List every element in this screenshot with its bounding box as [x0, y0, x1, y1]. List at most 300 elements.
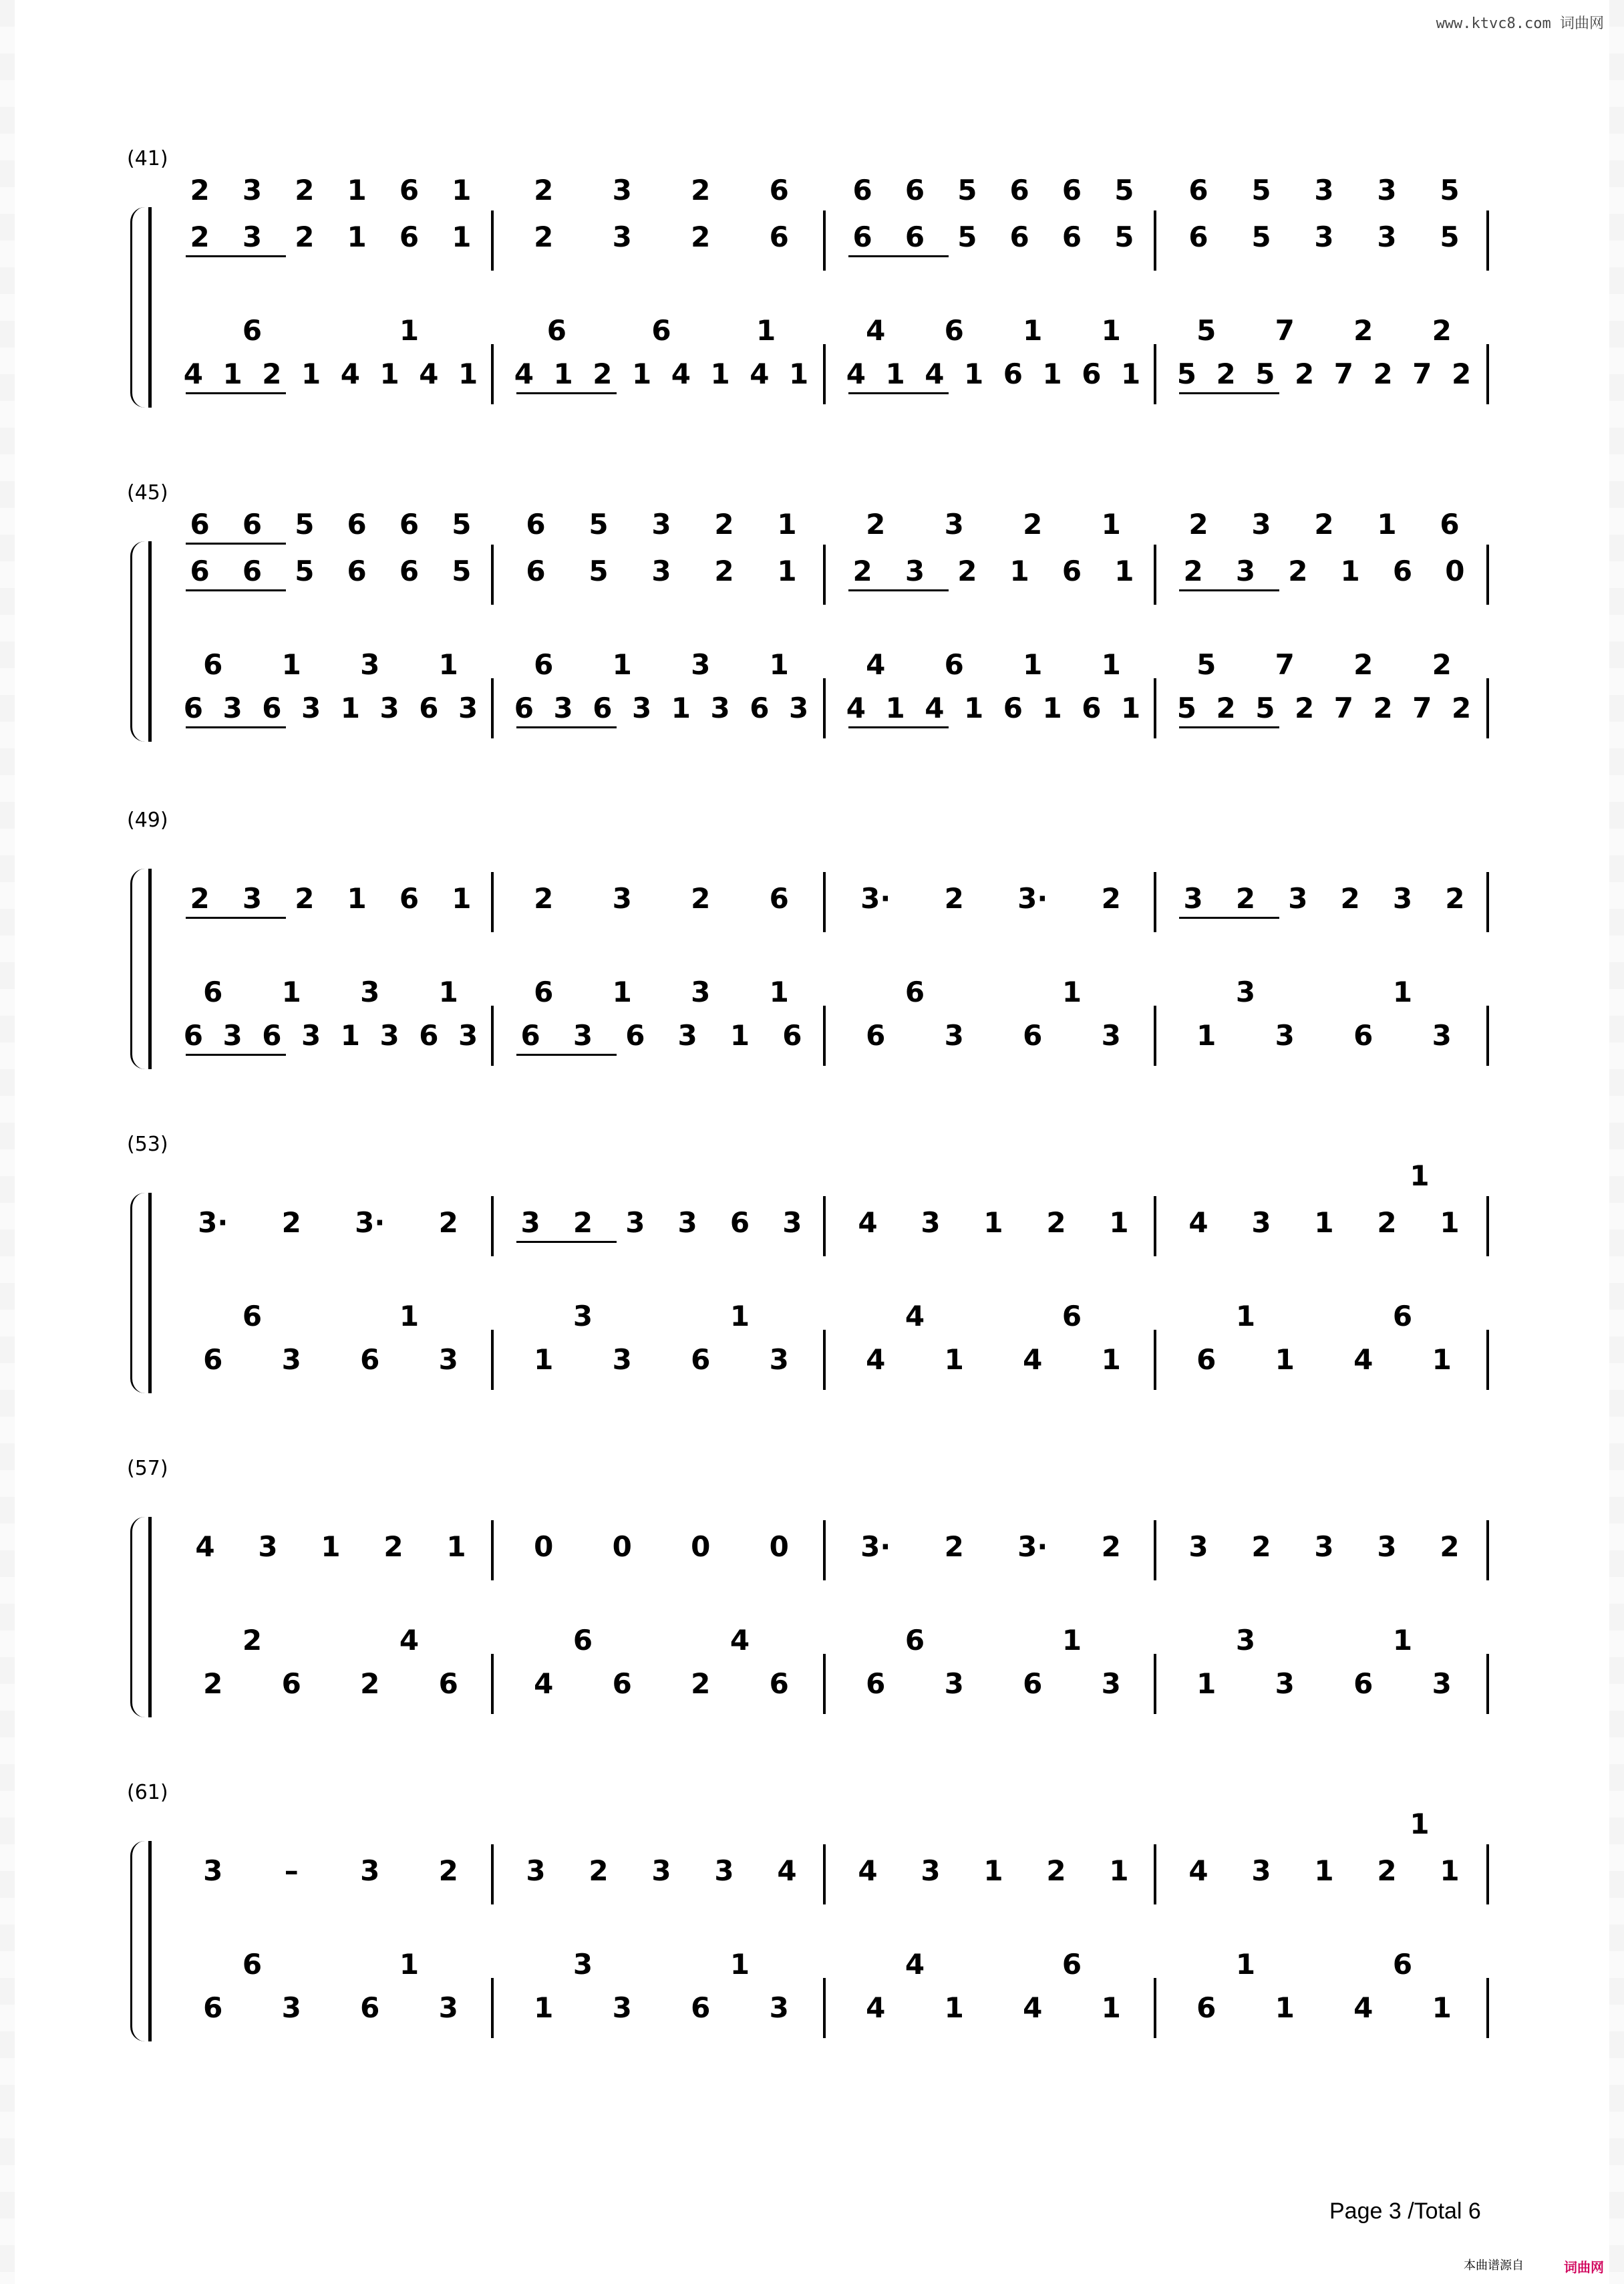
treble-note: 3: [612, 882, 632, 915]
bass-note: 1: [222, 358, 242, 390]
barline: [1154, 1844, 1156, 1904]
barline: [1486, 1006, 1489, 1066]
bass-note: 6: [1353, 1667, 1373, 1700]
bass-note: 6: [419, 1019, 439, 1052]
bass-note: 1: [553, 358, 573, 390]
barline: [491, 545, 494, 605]
bass-upper-note: 3: [691, 648, 711, 681]
bass-beam: [1179, 392, 1279, 394]
treble-note: 3: [905, 555, 925, 587]
barline: [823, 678, 826, 738]
treble-note: 6: [729, 1206, 750, 1239]
bass-upper-note: 6: [203, 648, 223, 681]
bass-note: 3: [379, 1019, 399, 1052]
measure-number: (53): [127, 1133, 168, 1156]
bass-upper-note: 2: [242, 1624, 263, 1657]
bass-upper-note: 6: [1062, 1948, 1082, 1981]
bass-note: 2: [1216, 692, 1236, 724]
treble-note: 6: [399, 221, 420, 253]
bass-note: 4: [671, 358, 691, 390]
bass-note: 6: [1023, 1667, 1043, 1700]
measure-number: (61): [127, 1781, 168, 1804]
bass-upper-note: 6: [242, 1300, 263, 1332]
treble-note: 2: [1377, 1854, 1397, 1887]
bass-upper-note: 1: [612, 976, 632, 1008]
bass-upper-note: 1: [438, 976, 458, 1008]
system-start-line: [148, 869, 152, 1069]
treble-note: 1: [1109, 1206, 1129, 1239]
treble-note: 2: [691, 221, 711, 253]
bass-beam: [516, 1054, 617, 1056]
bass-note: 3: [379, 692, 399, 724]
treble-note: 2: [534, 221, 554, 253]
bass-upper-note: 6: [651, 314, 671, 347]
treble-note: 2: [190, 882, 210, 915]
barline: [1154, 1006, 1156, 1066]
system-start-line: [148, 1841, 152, 2041]
treble-note: 2: [295, 882, 315, 915]
bass-note: 4: [514, 358, 534, 390]
bass-upper-note: 2: [1353, 648, 1373, 681]
barline: [1486, 1654, 1489, 1714]
treble-note: 3: [203, 1854, 223, 1887]
bass-note: 4: [1353, 1343, 1373, 1376]
bass-upper-note: 5: [1196, 314, 1216, 347]
treble-note: 2: [1183, 555, 1203, 587]
treble-note: 3·: [860, 882, 891, 915]
bass-upper-note: 6: [905, 1624, 925, 1657]
treble-note: 0: [534, 1530, 554, 1563]
treble-note: 3: [625, 1206, 645, 1239]
treble-note: 6: [769, 221, 789, 253]
barline: [823, 1330, 826, 1390]
bass-note: 4: [1023, 1343, 1043, 1376]
system-brace: [130, 1841, 147, 2041]
system-start-line: [148, 207, 152, 408]
bass-note: 6: [1003, 358, 1023, 390]
treble-upper-note: 1: [347, 174, 367, 206]
barline: [1154, 872, 1156, 932]
treble-note: 1: [1109, 1854, 1129, 1887]
bass-note: 7: [1333, 358, 1353, 390]
bass-note: 4: [925, 692, 945, 724]
bass-note: 6: [183, 1019, 203, 1052]
system-start-line: [148, 541, 152, 742]
treble-note: 4: [858, 1854, 878, 1887]
bass-note: 1: [944, 1343, 964, 1376]
treble-beam: [848, 255, 949, 257]
treble-note: 4: [1188, 1206, 1208, 1239]
bass-note: 6: [360, 1343, 380, 1376]
barline: [1154, 1330, 1156, 1390]
bass-note: 6: [360, 1991, 380, 2024]
treble-upper-note: 6: [347, 508, 367, 541]
bass-note: 1: [1432, 1991, 1452, 2024]
treble-note: 2: [1101, 882, 1121, 915]
bass-upper-note: 1: [612, 648, 632, 681]
system-brace: [130, 207, 147, 408]
bass-upper-note: 1: [1062, 1624, 1082, 1657]
bass-upper-note: 6: [944, 648, 964, 681]
treble-note: 6: [399, 882, 420, 915]
treble-upper-note: 2: [190, 174, 210, 206]
treble-upper-note: 1: [1377, 508, 1397, 541]
treble-note: 2: [1340, 882, 1360, 915]
treble-upper-note: 1: [777, 508, 797, 541]
bass-note: 1: [964, 358, 984, 390]
barline: [823, 210, 826, 271]
treble-note: 3·: [860, 1530, 891, 1563]
treble-upper-note: 6: [1188, 174, 1208, 206]
bass-note: 2: [1295, 358, 1315, 390]
treble-note: 3: [1314, 221, 1334, 253]
system-3: [0, 809, 1624, 1096]
bass-note: 3: [612, 1343, 632, 1376]
measure-number: (41): [127, 147, 168, 170]
barline: [491, 1654, 494, 1714]
bass-note: 3: [438, 1991, 458, 2024]
bass-note: 6: [866, 1667, 886, 1700]
treble-note: 4: [195, 1530, 215, 1563]
bass-note: 6: [514, 692, 534, 724]
treble-upper-note: 6: [526, 508, 546, 541]
treble-upper-note: 6: [769, 174, 789, 206]
bass-note: 6: [750, 692, 770, 724]
treble-beam: [516, 1241, 617, 1243]
treble-note: 1: [452, 221, 472, 253]
bass-note: 6: [1082, 692, 1102, 724]
bass-note: 6: [625, 1019, 645, 1052]
barline: [823, 872, 826, 932]
bass-note: 1: [340, 1019, 360, 1052]
bass-upper-note: 1: [438, 648, 458, 681]
system-6: [0, 1781, 1624, 2068]
treble-upper-note: 5: [295, 508, 315, 541]
bass-note: 4: [419, 358, 439, 390]
barline: [1486, 344, 1489, 404]
treble-note: 6: [526, 555, 546, 587]
treble-note: 5: [1251, 221, 1271, 253]
bass-note: 1: [944, 1991, 964, 2024]
treble-note: 1: [777, 555, 797, 587]
treble-upper-note: 2: [691, 174, 711, 206]
treble-note: 6: [242, 555, 263, 587]
bass-note: 4: [866, 1343, 886, 1376]
treble-note: 6: [1188, 221, 1208, 253]
treble-upper-note: 6: [190, 508, 210, 541]
treble-note: 4: [858, 1206, 878, 1239]
barline: [823, 1196, 826, 1256]
bass-note: 6: [782, 1019, 802, 1052]
treble-upper-note: 6: [905, 174, 925, 206]
bass-note: 6: [262, 692, 282, 724]
treble-note: 1: [1314, 1206, 1334, 1239]
treble-note: 3: [1392, 882, 1413, 915]
treble-note: 1: [1114, 555, 1134, 587]
bass-note: 1: [534, 1991, 554, 2024]
treble-upper-note: 3: [612, 174, 632, 206]
bass-upper-note: 3: [573, 1948, 593, 1981]
treble-note: 0: [612, 1530, 632, 1563]
barline: [1486, 1196, 1489, 1256]
treble-note: 2: [714, 555, 734, 587]
barline: [491, 210, 494, 271]
bass-upper-note: 5: [1196, 648, 1216, 681]
barline: [1486, 1330, 1489, 1390]
bass-note: 3: [789, 692, 809, 724]
treble-note: 2: [589, 1854, 609, 1887]
bass-note: 6: [419, 692, 439, 724]
treble-note: 1: [446, 1530, 466, 1563]
treble-note: 1: [1440, 1854, 1460, 1887]
treble-note: 6: [769, 882, 789, 915]
treble-note: 3: [677, 1206, 697, 1239]
treble-note: 3: [612, 221, 632, 253]
treble-note: 3: [526, 1854, 546, 1887]
bass-note: 1: [729, 1019, 750, 1052]
treble-note: 6: [1392, 555, 1413, 587]
site-logo: 词曲网: [1564, 2259, 1604, 2275]
treble-upper-note: 2: [1314, 508, 1334, 541]
bass-note: 1: [1275, 1343, 1295, 1376]
bass-note: 6: [281, 1667, 301, 1700]
barline: [823, 1844, 826, 1904]
treble-note: 2: [1288, 555, 1308, 587]
bass-note: 6: [203, 1991, 223, 2024]
treble-note: 3: [782, 1206, 802, 1239]
bass-note: 2: [1452, 692, 1472, 724]
system-start-line: [148, 1193, 152, 1393]
treble-upper-note: 3: [1251, 508, 1271, 541]
bass-note: 3: [553, 692, 573, 724]
system-brace: [130, 541, 147, 742]
barline: [823, 1006, 826, 1066]
barline: [1486, 545, 1489, 605]
treble-note: 3: [520, 1206, 540, 1239]
treble-upper-note: 6: [1009, 174, 1029, 206]
bass-note: 3: [944, 1667, 964, 1700]
treble-note: 3: [651, 555, 671, 587]
treble-upper-beam: [186, 543, 286, 545]
treble-note: 3: [1251, 1854, 1271, 1887]
bass-note: 3: [1432, 1019, 1452, 1052]
treble-note: 3: [921, 1854, 941, 1887]
bass-upper-note: 2: [1432, 314, 1452, 347]
system-1: [0, 147, 1624, 434]
system-brace: [130, 1517, 147, 1717]
bass-note: 1: [301, 358, 321, 390]
treble-note: –: [284, 1854, 299, 1887]
barline: [491, 1844, 494, 1904]
barline: [1486, 1520, 1489, 1580]
treble-note: 3·: [1017, 1530, 1048, 1563]
treble-note: 3: [1377, 1530, 1397, 1563]
bass-upper-note: 1: [756, 314, 776, 347]
treble-upper-note: 1: [452, 174, 472, 206]
bass-note: 1: [789, 358, 809, 390]
bass-note: 1: [534, 1343, 554, 1376]
treble-note: 5: [452, 555, 472, 587]
bass-note: 3: [573, 1019, 593, 1052]
treble-upper-note: 3: [944, 508, 964, 541]
bass-upper-note: 6: [944, 314, 964, 347]
bass-note: 2: [1373, 358, 1393, 390]
treble-note: 2: [534, 882, 554, 915]
treble-note: 4: [1188, 1854, 1208, 1887]
bass-note: 4: [846, 358, 866, 390]
treble-upper-note: 6: [242, 508, 263, 541]
bass-note: 3: [769, 1991, 789, 2024]
bass-note: 6: [769, 1667, 789, 1700]
measure-number: (57): [127, 1457, 168, 1480]
treble-note: 2: [295, 221, 315, 253]
bass-note: 4: [340, 358, 360, 390]
barline: [1154, 545, 1156, 605]
bass-note: 5: [1176, 692, 1196, 724]
bass-note: 2: [262, 358, 282, 390]
treble-beam: [186, 589, 286, 591]
treble-upper-note: 6: [852, 174, 872, 206]
bass-note: 1: [379, 358, 399, 390]
barline: [491, 678, 494, 738]
treble-note: 6: [347, 555, 367, 587]
treble-note: 2: [438, 1206, 458, 1239]
bass-upper-note: 7: [1275, 314, 1295, 347]
bass-upper-note: 4: [866, 314, 886, 347]
treble-note: 2: [944, 882, 964, 915]
treble-note: 2: [1046, 1854, 1066, 1887]
bass-note: 3: [458, 1019, 478, 1052]
treble-note: 2: [383, 1530, 403, 1563]
treble-upper-note: 2: [1023, 508, 1043, 541]
treble-note: 1: [1314, 1854, 1334, 1887]
bass-note: 3: [769, 1343, 789, 1376]
bass-upper-note: 4: [729, 1624, 750, 1657]
bass-note: 2: [360, 1667, 380, 1700]
barline: [1154, 1978, 1156, 2038]
bass-note: 2: [1373, 692, 1393, 724]
treble-upper-note: 6: [1062, 174, 1082, 206]
treble-note: 5: [957, 221, 977, 253]
treble-note: 3: [360, 1854, 380, 1887]
bass-note: 4: [183, 358, 203, 390]
barline: [823, 1978, 826, 2038]
barline: [491, 1330, 494, 1390]
barline: [491, 1520, 494, 1580]
bass-note: 4: [534, 1667, 554, 1700]
treble-note: 3·: [1017, 882, 1048, 915]
bass-upper-note: 3: [1235, 976, 1256, 1008]
bass-note: 1: [632, 358, 652, 390]
bass-note: 1: [1101, 1343, 1121, 1376]
bass-note: 3: [612, 1991, 632, 2024]
bass-note: 1: [1196, 1667, 1216, 1700]
treble-note: 3: [1183, 882, 1203, 915]
bass-note: 6: [1023, 1019, 1043, 1052]
bass-note: 6: [593, 692, 613, 724]
treble-note: 2: [190, 221, 210, 253]
treble-note: 3: [242, 882, 263, 915]
bass-note: 3: [1275, 1667, 1295, 1700]
bass-note: 1: [340, 692, 360, 724]
treble-upper-note: 5: [1251, 174, 1271, 206]
treble-note: 3·: [198, 1206, 228, 1239]
bass-upper-note: 1: [729, 1300, 750, 1332]
treble-upper-note: 1: [1101, 508, 1121, 541]
bass-upper-note: 3: [360, 648, 380, 681]
treble-upper-note: 2: [295, 174, 315, 206]
measure-number: (45): [127, 481, 168, 505]
bass-beam: [186, 1054, 286, 1056]
treble-beam: [1179, 917, 1279, 919]
treble-upper-note: 3: [651, 508, 671, 541]
treble-upper-note: 5: [452, 508, 472, 541]
bass-upper-note: 1: [729, 1948, 750, 1981]
bass-upper-note: 3: [573, 1300, 593, 1332]
treble-note: 3: [651, 1854, 671, 1887]
barline: [1486, 678, 1489, 738]
bass-note: 3: [632, 692, 652, 724]
bass-beam: [186, 392, 286, 394]
treble-upper-note: 6: [399, 174, 420, 206]
barline: [1154, 210, 1156, 271]
bass-note: 5: [1176, 358, 1196, 390]
bass-upper-note: 1: [281, 648, 301, 681]
treble-note: 3: [921, 1206, 941, 1239]
bass-note: 6: [691, 1991, 711, 2024]
bass-note: 7: [1412, 692, 1432, 724]
treble-note: 6: [1009, 221, 1029, 253]
bass-upper-note: 6: [242, 1948, 263, 1981]
bass-note: 1: [885, 358, 905, 390]
barline: [1154, 1196, 1156, 1256]
bass-note: 6: [1196, 1991, 1216, 2024]
bass-note: 1: [458, 358, 478, 390]
site-watermark: www.ktvc8.com 词曲网: [1436, 15, 1604, 32]
barline: [1154, 678, 1156, 738]
measure-number: (49): [127, 809, 168, 832]
system-brace: [130, 1193, 147, 1393]
bass-note: 3: [222, 1019, 242, 1052]
bass-note: 1: [1121, 358, 1141, 390]
system-brace: [130, 869, 147, 1069]
bass-note: 3: [281, 1991, 301, 2024]
bass-note: 6: [866, 1019, 886, 1052]
bass-upper-note: 1: [399, 1948, 420, 1981]
treble-note: 1: [1340, 555, 1360, 587]
bass-note: 1: [1196, 1019, 1216, 1052]
treble-note: 3·: [355, 1206, 385, 1239]
treble-note: 2: [438, 1854, 458, 1887]
bass-note: 1: [710, 358, 730, 390]
treble-note: 5: [589, 555, 609, 587]
bass-beam: [186, 726, 286, 728]
bass-upper-note: 1: [1392, 976, 1413, 1008]
treble-upper-note: 6: [399, 508, 420, 541]
treble-note: 2: [852, 555, 872, 587]
treble-beam: [186, 255, 286, 257]
treble-note: 0: [769, 1530, 789, 1563]
treble-note: 6: [852, 221, 872, 253]
bass-note: 6: [203, 1343, 223, 1376]
bass-upper-note: 6: [546, 314, 566, 347]
treble-note: 2: [281, 1206, 301, 1239]
bass-note: 3: [677, 1019, 697, 1052]
barline: [1486, 872, 1489, 932]
treble-note: 6: [190, 555, 210, 587]
bass-upper-note: 6: [573, 1624, 593, 1657]
treble-note: 4: [777, 1854, 797, 1887]
